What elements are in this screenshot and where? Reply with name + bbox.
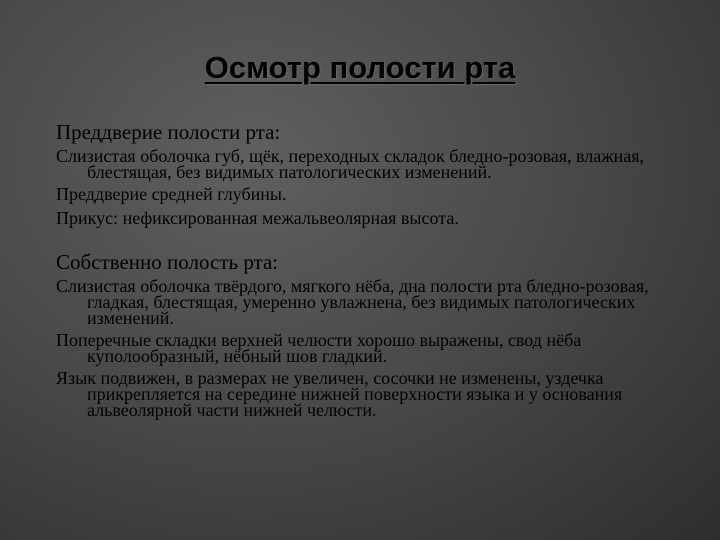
paragraph-vestibule-depth: Преддверие средней глубины. [56, 184, 287, 204]
paragraph-vestibule-mucosa: Слизистая оболочка губ, щёк, переходных складок бледно-розовая, влажная, блестящая, без видимых патологических изменений. [56, 146, 645, 182]
paragraph-bite: Прикус: нефиксированная межальвеолярная высота. [56, 208, 459, 228]
paragraph-palate-mucosa: Слизистая оболочка твёрдого, мягкого нёба, дна полости рта бледно-розовая, гладкая, блестящая, умеренно увлажнена, без видимых патологических изменений. [56, 276, 649, 328]
paragraph-palate-folds: Поперечные складки верхней челюсти хорошо выражены, свод нёба куполообразный, нёбный шов гладкий. [56, 330, 582, 366]
section-heading-oral-cavity: Собственно полость рта: [56, 250, 279, 274]
slide-content [56, 120, 686, 418]
section-heading-vestibule: Преддверие полости рта: [56, 120, 281, 144]
slide-title-text: Осмотр полости рта [204, 50, 516, 85]
slide-title [0, 50, 720, 86]
section-gap [56, 228, 686, 250]
paragraph-tongue: Язык подвижен, в размерах не увеличен, сосочки не изменены, уздечка прикрепляется на середине нижней поверхности языка и у основания альвеолярной части нижней челюсти. [56, 368, 623, 420]
